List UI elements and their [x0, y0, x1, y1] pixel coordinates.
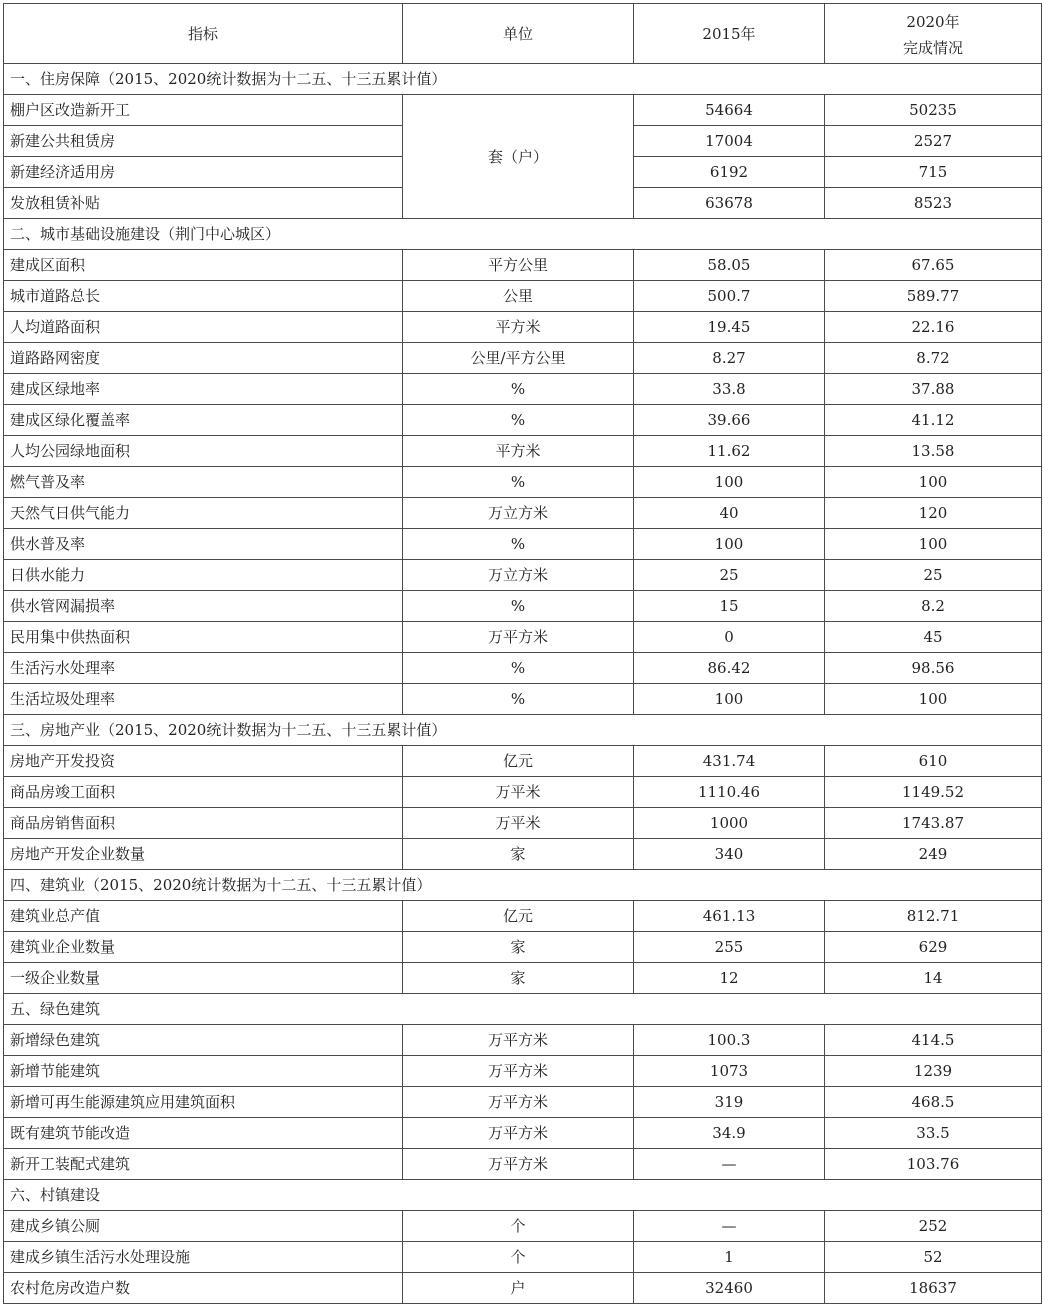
unit-cell: 平方米: [403, 436, 634, 467]
indicator-name: 棚户区改造新开工: [4, 95, 403, 126]
unit-cell: 万平方米: [403, 1118, 634, 1149]
indicator-name: 农村危房改造户数: [4, 1273, 403, 1304]
table-row: [4, 250, 1042, 281]
indicator-name: 供水管网漏损率: [4, 591, 403, 622]
table-row: [4, 467, 1042, 498]
header-2020-status: 完成情况: [902, 38, 963, 57]
value-2020: 414.5: [825, 1025, 1042, 1056]
section-row: [4, 715, 1042, 746]
unit-cell: 万平方米: [403, 1025, 634, 1056]
value-2015: 12: [634, 963, 825, 994]
table-row: [4, 405, 1042, 436]
statistics-table: [3, 3, 1042, 1304]
table-row: [4, 1273, 1042, 1304]
value-2015: 33.8: [634, 374, 825, 405]
table-row: [4, 529, 1042, 560]
value-2020: 52: [825, 1242, 1042, 1273]
value-2015: 1000: [634, 808, 825, 839]
header-unit: 单位: [403, 4, 634, 64]
table-row: [4, 312, 1042, 343]
indicator-name: 新开工装配式建筑: [4, 1149, 403, 1180]
value-2020: 249: [825, 839, 1042, 870]
unit-cell: 万平方米: [403, 1149, 634, 1180]
table-row: [4, 932, 1042, 963]
indicator-name: 商品房销售面积: [4, 808, 403, 839]
indicator-name: 建成乡镇公厕: [4, 1211, 403, 1242]
value-2020: 812.71: [825, 901, 1042, 932]
indicator-name: 供水普及率: [4, 529, 403, 560]
table-row: [4, 1211, 1042, 1242]
section-row: [4, 219, 1042, 250]
indicator-name: 建成区绿地率: [4, 374, 403, 405]
value-2020: 14: [825, 963, 1042, 994]
section-title: 六、村镇建设: [4, 1180, 1042, 1211]
indicator-name: 新增绿色建筑: [4, 1025, 403, 1056]
indicator-name: 建筑业总产值: [4, 901, 403, 932]
value-2015: 0: [634, 622, 825, 653]
header-indicator: 指标: [4, 4, 403, 64]
value-2015: —: [634, 1211, 825, 1242]
indicator-name: 新增节能建筑: [4, 1056, 403, 1087]
value-2020: 100: [825, 684, 1042, 715]
header-2020: [825, 4, 1042, 64]
indicator-name: 房地产开发企业数量: [4, 839, 403, 870]
table-row: [4, 622, 1042, 653]
section-row: [4, 994, 1042, 1025]
section-title: 三、房地产业（2015、2020统计数据为十二五、十三五累计值）: [4, 715, 1042, 746]
table-row: [4, 839, 1042, 870]
indicator-name: 燃气普及率: [4, 467, 403, 498]
indicator-name: 天然气日供气能力: [4, 498, 403, 529]
value-2015: 100.3: [634, 1025, 825, 1056]
value-2015: 25: [634, 560, 825, 591]
value-2020: 120: [825, 498, 1042, 529]
value-2020: 98.56: [825, 653, 1042, 684]
value-2020: 50235: [825, 95, 1042, 126]
unit-cell: 公里: [403, 281, 634, 312]
table-row: [4, 963, 1042, 994]
indicator-name: 人均公园绿地面积: [4, 436, 403, 467]
indicator-name: 日供水能力: [4, 560, 403, 591]
value-2015: 17004: [634, 126, 825, 157]
section-title: 四、建筑业（2015、2020统计数据为十二五、十三五累计值）: [4, 870, 1042, 901]
indicator-name: 生活垃圾处理率: [4, 684, 403, 715]
value-2020: 1239: [825, 1056, 1042, 1087]
header-row: [4, 4, 1042, 64]
value-2020: 67.65: [825, 250, 1042, 281]
unit-cell: %: [403, 529, 634, 560]
value-2020: 610: [825, 746, 1042, 777]
unit-cell: 个: [403, 1242, 634, 1273]
value-2015: 32460: [634, 1273, 825, 1304]
value-2020: 45: [825, 622, 1042, 653]
value-2015: 1110.46: [634, 777, 825, 808]
value-2020: 33.5: [825, 1118, 1042, 1149]
unit-cell: %: [403, 374, 634, 405]
table-row: [4, 1025, 1042, 1056]
indicator-name: 商品房竣工面积: [4, 777, 403, 808]
indicator-name: 新增可再生能源建筑应用建筑面积: [4, 1087, 403, 1118]
value-2020: 100: [825, 467, 1042, 498]
indicator-name: 生活污水处理率: [4, 653, 403, 684]
value-2020: 715: [825, 157, 1042, 188]
value-2020: 25: [825, 560, 1042, 591]
value-2015: 431.74: [634, 746, 825, 777]
table-row: [4, 436, 1042, 467]
value-2020: 8.2: [825, 591, 1042, 622]
section-row: [4, 870, 1042, 901]
unit-cell: %: [403, 405, 634, 436]
table-row: [4, 498, 1042, 529]
indicator-name: 城市道路总长: [4, 281, 403, 312]
value-2015: 1: [634, 1242, 825, 1273]
value-2015: 40: [634, 498, 825, 529]
indicator-name: 建成区面积: [4, 250, 403, 281]
unit-cell: 万平方米: [403, 1087, 634, 1118]
indicator-name: 房地产开发投资: [4, 746, 403, 777]
table-row: [4, 1149, 1042, 1180]
unit-cell: 万平方米: [403, 1056, 634, 1087]
value-2015: 100: [634, 467, 825, 498]
value-2020: 8523: [825, 188, 1042, 219]
value-2020: 103.76: [825, 1149, 1042, 1180]
unit-cell: 家: [403, 963, 634, 994]
value-2015: 15: [634, 591, 825, 622]
table-row: [4, 901, 1042, 932]
value-2015: 63678: [634, 188, 825, 219]
indicator-name: 新建经济适用房: [4, 157, 403, 188]
table-row: [4, 684, 1042, 715]
unit-cell: 万立方米: [403, 560, 634, 591]
table-row: [4, 591, 1042, 622]
unit-cell: 万立方米: [403, 498, 634, 529]
indicator-name: 建成区绿化覆盖率: [4, 405, 403, 436]
indicator-name: 建筑业企业数量: [4, 932, 403, 963]
section-row: [4, 64, 1042, 95]
section-title: 一、住房保障（2015、2020统计数据为十二五、十三五累计值）: [4, 64, 1042, 95]
header-2015: 2015年: [634, 4, 825, 64]
value-2015: 54664: [634, 95, 825, 126]
value-2015: 100: [634, 529, 825, 560]
value-2015: 1073: [634, 1056, 825, 1087]
value-2015: 8.27: [634, 343, 825, 374]
unit-cell: 万平米: [403, 808, 634, 839]
value-2020: 37.88: [825, 374, 1042, 405]
unit-cell: %: [403, 467, 634, 498]
value-2015: 340: [634, 839, 825, 870]
value-2015: 58.05: [634, 250, 825, 281]
value-2015: 86.42: [634, 653, 825, 684]
section-title: 五、绿色建筑: [4, 994, 1042, 1025]
indicator-name: 道路路网密度: [4, 343, 403, 374]
table-row: [4, 808, 1042, 839]
unit-cell: 平方公里: [403, 250, 634, 281]
section-row: [4, 1180, 1042, 1211]
value-2015: 100: [634, 684, 825, 715]
indicator-name: 新建公共租赁房: [4, 126, 403, 157]
indicator-name: 人均道路面积: [4, 312, 403, 343]
unit-cell: %: [403, 684, 634, 715]
table-row: [4, 777, 1042, 808]
table-row: [4, 746, 1042, 777]
indicator-name: 发放租赁补贴: [4, 188, 403, 219]
value-2020: 2527: [825, 126, 1042, 157]
unit-cell: 家: [403, 932, 634, 963]
unit-cell: 家: [403, 839, 634, 870]
table-row: [4, 1056, 1042, 1087]
table-row: [4, 1242, 1042, 1273]
value-2020: 8.72: [825, 343, 1042, 374]
value-2015: 255: [634, 932, 825, 963]
unit-cell: %: [403, 591, 634, 622]
table-row: [4, 1118, 1042, 1149]
value-2015: 6192: [634, 157, 825, 188]
unit-cell: 户: [403, 1273, 634, 1304]
unit-cell: 万平米: [403, 777, 634, 808]
value-2020: 589.77: [825, 281, 1042, 312]
shared-unit-cell: 套（户）: [403, 95, 634, 219]
value-2015: 11.62: [634, 436, 825, 467]
value-2020: 1743.87: [825, 808, 1042, 839]
unit-cell: 亿元: [403, 901, 634, 932]
value-2015: —: [634, 1149, 825, 1180]
value-2020: 252: [825, 1211, 1042, 1242]
unit-cell: 公里/平方公里: [403, 343, 634, 374]
table-row: [4, 653, 1042, 684]
indicator-name: 一级企业数量: [4, 963, 403, 994]
value-2020: 629: [825, 932, 1042, 963]
value-2015: 34.9: [634, 1118, 825, 1149]
indicator-name: 民用集中供热面积: [4, 622, 403, 653]
value-2015: 461.13: [634, 901, 825, 932]
unit-cell: 个: [403, 1211, 634, 1242]
value-2020: 18637: [825, 1273, 1042, 1304]
value-2015: 19.45: [634, 312, 825, 343]
value-2020: 468.5: [825, 1087, 1042, 1118]
header-2020-year: 2020年: [906, 12, 960, 31]
unit-cell: 平方米: [403, 312, 634, 343]
table-row: [4, 343, 1042, 374]
indicator-name: 建成乡镇生活污水处理设施: [4, 1242, 403, 1273]
table-row: [4, 1087, 1042, 1118]
table-row: [4, 281, 1042, 312]
unit-cell: 万平方米: [403, 622, 634, 653]
unit-cell: %: [403, 653, 634, 684]
unit-cell: 亿元: [403, 746, 634, 777]
table-body: [4, 64, 1042, 1304]
value-2015: 500.7: [634, 281, 825, 312]
table-row: [4, 95, 1042, 126]
table-row: [4, 374, 1042, 405]
section-title: 二、城市基础设施建设（荆门中心城区）: [4, 219, 1042, 250]
value-2015: 39.66: [634, 405, 825, 436]
value-2015: 319: [634, 1087, 825, 1118]
value-2020: 22.16: [825, 312, 1042, 343]
table-row: [4, 560, 1042, 591]
value-2020: 100: [825, 529, 1042, 560]
value-2020: 41.12: [825, 405, 1042, 436]
value-2020: 13.58: [825, 436, 1042, 467]
value-2020: 1149.52: [825, 777, 1042, 808]
indicator-name: 既有建筑节能改造: [4, 1118, 403, 1149]
